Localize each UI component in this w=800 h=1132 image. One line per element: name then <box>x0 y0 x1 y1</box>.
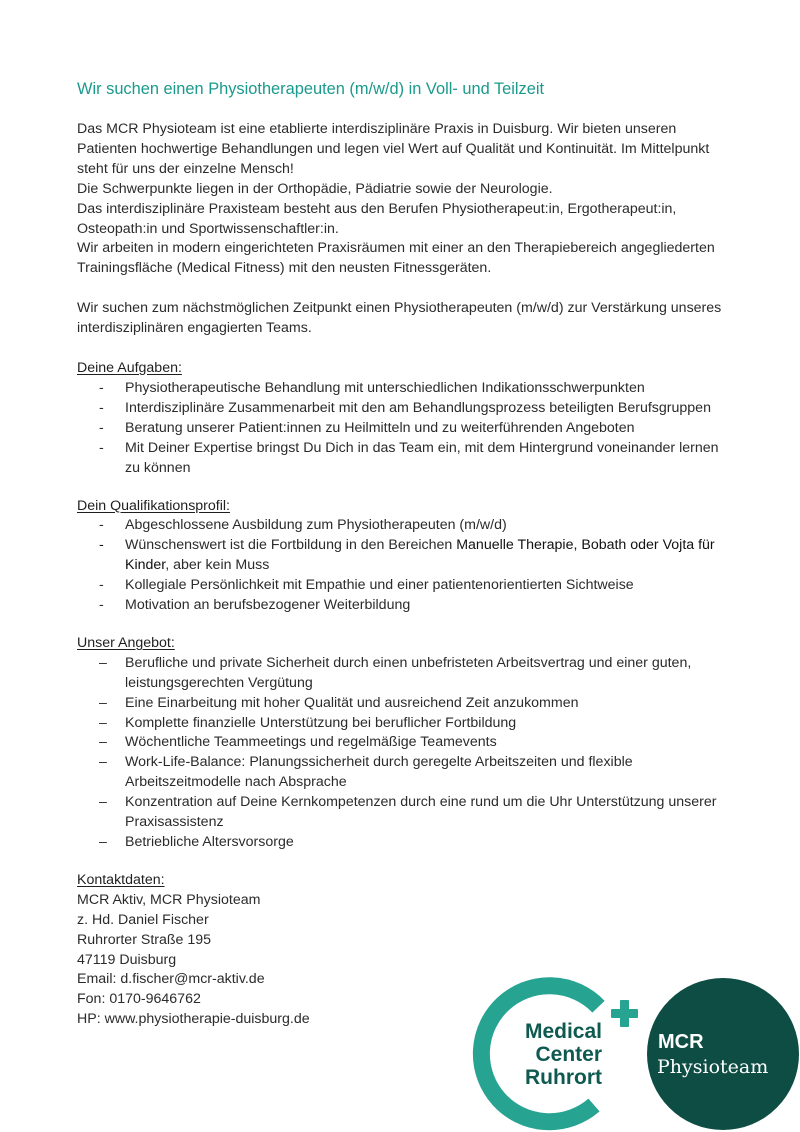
bullet-dash: – <box>99 654 107 671</box>
contact-phone: Fon: 0170-9646762 <box>77 991 201 1008</box>
search-paragraph: Wir suchen zum nächstmöglichen Zeitpunkt einen Physiotherapeuten (m/w/d) zur Verstärkung unseres interdisziplinären engagierten Teams. <box>77 300 722 337</box>
bullet-dash: – <box>99 834 107 850</box>
medical-center-ruhrort-logo <box>481 986 638 1122</box>
kontakt-heading: Kontaktdaten: <box>77 871 165 888</box>
angebot-heading: Unser Angebot: <box>77 634 175 651</box>
logo-text-center: Center <box>535 1043 602 1066</box>
list-item <box>77 419 737 439</box>
physioteam-text-physioteam: Physioteam <box>657 1056 769 1078</box>
list-item-text: Mit Deiner Expertise bringst Du Dich in das Team ein, mit dem Hintergrund voneinander lernen zu können <box>125 439 719 476</box>
list-item-text: Komplette finanzielle Unterstützung bei beruflicher Fortbildung <box>125 714 517 731</box>
contact-street: Ruhrorter Straße 195 <box>77 931 212 948</box>
fortbildung-highlight: Manuelle Therapie, Bobath oder Vojta für Kinder <box>125 537 715 574</box>
list-item-text: Wünschenswert ist die Fortbildung in den Bereichen <box>125 537 457 554</box>
bullet-dash: - <box>99 537 104 554</box>
profil-heading: Dein Qualifikationsprofil: <box>77 497 230 514</box>
list-item <box>77 833 737 853</box>
list-item <box>77 536 737 576</box>
contact-city: 47119 Duisburg <box>77 951 177 968</box>
list-item <box>77 753 737 793</box>
list-item <box>77 576 737 596</box>
physioteam-circle <box>647 978 799 1130</box>
intro-paragraph: Die Schwerpunkte liegen in der Orthopädie, Pädiatrie sowie der Neurologie. <box>77 180 553 197</box>
list-item-text: Kollegiale Persönlichkeit mit Empathie und einer patientenorientierten Sichtweise <box>125 577 634 594</box>
list-item <box>77 714 737 734</box>
spacer <box>77 279 737 299</box>
intro-paragraph: Das MCR Physioteam ist eine etablierte interdisziplinäre Praxis in Duisburg. Wir bieten unseren Patienten hochwertige Behandlungen und legen viel Wert auf Qualität und Kontinuität. Im Mittelpunkt steht für uns der einzelne Mensch! <box>77 121 710 177</box>
list-item-text: Berufliche und private Sicherheit durch einen unbefristeten Arbeitsvertrag und einer guten, leistungsgerechten Vergütung <box>125 654 692 691</box>
intro-section <box>77 120 737 279</box>
aufgaben-heading: Deine Aufgaben: <box>77 360 182 377</box>
profil-list <box>77 516 737 616</box>
logo-group <box>448 975 800 1132</box>
angebot-list <box>77 654 737 853</box>
bullet-dash: - <box>99 517 104 534</box>
list-item-text: Abgeschlossene Ausbildung zum Physiotherapeuten (m/w/d) <box>125 517 507 534</box>
contact-organisation: MCR Aktiv, MCR Physioteam <box>77 891 261 908</box>
list-item <box>77 793 737 833</box>
bullet-dash: - <box>99 439 104 456</box>
list-item-text: Physiotherapeutische Behandlung mit unterschiedlichen Indikationsschwerpunkten <box>125 379 645 396</box>
intro-paragraph: Wir arbeiten in modern eingerichteten Praxisräumen mit einer an den Therapiebereich angegliederten Trainingsfläche (Medical Fitness) mit den neusten Fitnessgeräten. <box>77 240 715 277</box>
contact-email: Email: d.fischer@mcr-aktiv.de <box>77 971 265 988</box>
contact-person: z. Hd. Daniel Fischer <box>77 911 209 928</box>
bullet-dash: - <box>99 379 104 396</box>
logo-text-medical: Medical <box>524 1020 602 1043</box>
bullet-dash: – <box>99 754 107 771</box>
list-item-text: Wöchentliche Teammeetings und regelmäßige Teamevents <box>125 734 497 751</box>
aufgaben-list <box>77 379 737 479</box>
bullet-dash: – <box>99 694 107 711</box>
job-posting <box>77 78 737 1030</box>
bullet-dash: – <box>99 794 107 811</box>
contact-homepage: HP: www.physiotherapie-duisburg.de <box>77 1011 310 1028</box>
bullet-dash: - <box>99 399 104 416</box>
list-item <box>77 439 737 479</box>
list-item-text: Motivation an berufsbezogener Weiterbildung <box>125 597 411 614</box>
physioteam-text-mcr: MCR <box>658 1031 704 1053</box>
list-item <box>77 596 737 616</box>
list-item-text: Interdisziplinäre Zusammenarbeit mit den am Behandlungsprozess beteiligten Berufsgruppen <box>125 399 711 416</box>
plus-icon <box>611 1000 638 1027</box>
list-item-text: Work-Life-Balance: Planungssicherheit durch geregelte Arbeitszeiten und flexible Arbeitszeitmodelle nach Absprache <box>125 754 633 791</box>
list-item <box>77 379 737 399</box>
list-item <box>77 399 737 419</box>
list-item <box>77 694 737 714</box>
logo-text-ruhrort: Ruhrort <box>525 1066 602 1089</box>
mcr-physioteam-logo <box>647 978 799 1130</box>
list-item-text: Beratung unserer Patient:innen zu Heilmitteln und zu weiterführenden Angeboten <box>125 419 635 436</box>
list-item-text: Eine Einarbeitung mit hoher Qualität und ausreichend Zeit anzukommen <box>125 694 579 711</box>
list-item <box>77 733 737 753</box>
list-item-text: Konzentration auf Deine Kernkompetenzen durch eine rund um die Uhr Unterstützung unserer Praxisassistenz <box>125 794 717 831</box>
bullet-dash: - <box>99 597 104 614</box>
list-item-text: Betriebliche Altersvorsorge <box>125 834 294 850</box>
spacer <box>77 339 737 359</box>
bullet-dash: – <box>99 714 107 731</box>
bullet-dash: - <box>99 577 104 594</box>
job-title: Wir suchen einen Physiotherapeuten (m/w/d) in Voll- und Teilzeit <box>77 80 545 98</box>
bullet-dash: - <box>99 419 104 436</box>
list-item-text: , aber kein Muss <box>165 557 270 574</box>
list-item <box>77 654 737 694</box>
list-item <box>77 516 737 536</box>
intro-paragraph: Das interdisziplinäre Praxisteam besteht aus den Berufen Physiotherapeut:in, Ergotherapeut:in, Osteopath:in und Sportwissenschaftler:in. <box>77 200 677 237</box>
bullet-dash: – <box>99 734 107 751</box>
